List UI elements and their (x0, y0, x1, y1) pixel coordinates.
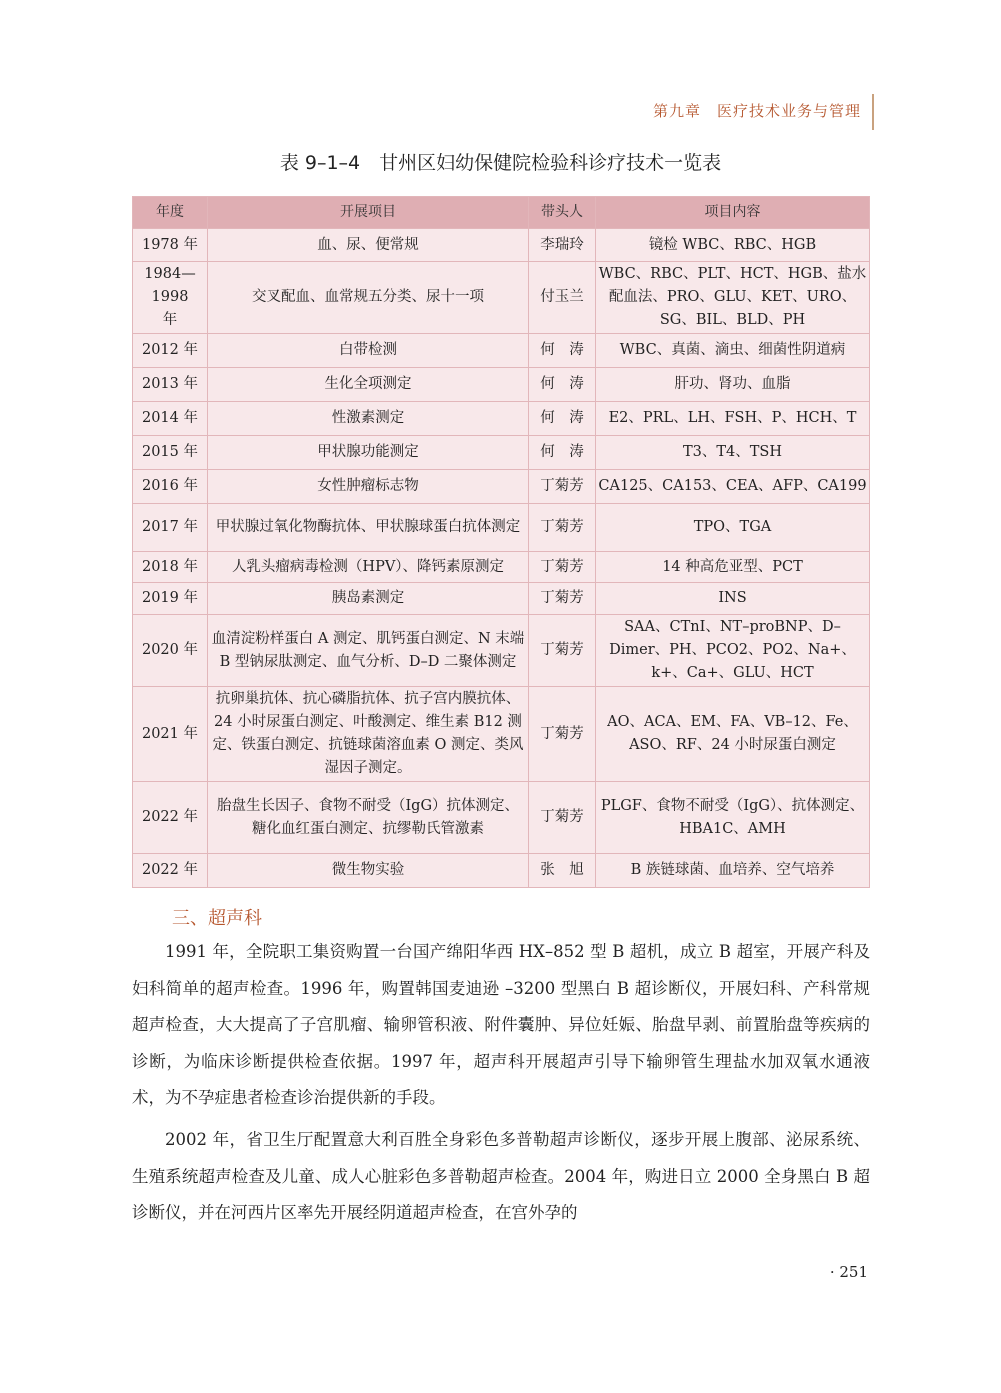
cell-lead: 丁菊芳 (529, 470, 596, 504)
table-row (133, 854, 870, 888)
table-row (133, 504, 870, 552)
cell-lead: 何 涛 (529, 402, 596, 436)
cell-content: 14 种高危亚型、PCT (596, 552, 870, 583)
cell-content: PLGF、食物不耐受（IgG）、抗体测定、HBA1C、AMH (596, 782, 870, 854)
cell-lead: 张 旭 (529, 854, 596, 888)
cell-lead: 何 涛 (529, 436, 596, 470)
cell-lead: 丁菊芳 (529, 687, 596, 782)
cell-item: 交叉配血、血常规五分类、尿十一项 (208, 262, 529, 334)
section-heading: 三、超声科 (172, 908, 262, 929)
page-number: · 251 (829, 1263, 868, 1281)
header-lead: 带头人 (529, 197, 596, 229)
cell-item: 甲状腺功能测定 (208, 436, 529, 470)
cell-year: 2019 年 (133, 583, 208, 615)
cell-year: 1978 年 (133, 229, 208, 262)
cell-lead: 付玉兰 (529, 262, 596, 334)
cell-content: 镜检 WBC、RBC、HGB (596, 229, 870, 262)
cell-content: WBC、真菌、滴虫、细菌性阴道病 (596, 334, 870, 368)
table-row (133, 470, 870, 504)
table-row (133, 368, 870, 402)
cell-content: WBC、RBC、PLT、HCT、HGB、盐水配血法、PRO、GLU、KET、URO、SG、BIL、BLD、PH (596, 262, 870, 334)
cell-content: CA125、CA153、CEA、AFP、CA199 (596, 470, 870, 504)
cell-content: 肝功、肾功、血脂 (596, 368, 870, 402)
cell-year: 2022 年 (133, 854, 208, 888)
cell-content: B 族链球菌、血培养、空气培养 (596, 854, 870, 888)
cell-year: 2015 年 (133, 436, 208, 470)
cell-lead: 丁菊芳 (529, 782, 596, 854)
header-year: 年度 (133, 197, 208, 229)
cell-year: 2012 年 (133, 334, 208, 368)
table-title: 表 9–1–4 甘州区妇幼保健院检验科诊疗技术一览表 (279, 152, 722, 174)
table-header-row (133, 197, 870, 229)
table-row (133, 782, 870, 854)
cell-content: TPO、TGA (596, 504, 870, 552)
cell-year: 2021 年 (133, 687, 208, 782)
cell-year: 2013 年 (133, 368, 208, 402)
table-row (133, 687, 870, 782)
lab-technology-table (132, 196, 870, 888)
cell-item: 胰岛素测定 (208, 583, 529, 615)
table-row (133, 436, 870, 470)
cell-lead: 何 涛 (529, 334, 596, 368)
body-paragraph: 1991 年，全院职工集资购置一台国产绵阳华西 HX–852 型 B 超机，成立 B 超室，开展产科及妇科简单的超声检查。1996 年，购置韩国麦迪逊 –3200 型黑白 B 超诊断仪，开展妇科、产科常规超声检查，大大提高了子宫肌瘤、输卵管积液、附件囊肿、异位妊娠、胎盘早剥、前置胎盘等疾病的诊断，为临床诊断提供检查依据。1997 年，超声科开展超声引导下输卵管生理盐水加双氧水通液术，为不孕症患者检查诊治提供新的手段。 (132, 942, 870, 1107)
cell-item: 性激素测定 (208, 402, 529, 436)
cell-year: 2014 年 (133, 402, 208, 436)
header-content: 项目内容 (596, 197, 870, 229)
cell-content: T3、T4、TSH (596, 436, 870, 470)
cell-item: 生化全项测定 (208, 368, 529, 402)
cell-lead: 丁菊芳 (529, 583, 596, 615)
cell-year: 2022 年 (133, 782, 208, 854)
cell-year: 2020 年 (133, 615, 208, 687)
cell-content: SAA、CTnI、NT–proBNP、D–Dimer、PH、PCO2、PO2、Na+、k+、Ca+、GLU、HCT (596, 615, 870, 687)
cell-lead: 丁菊芳 (529, 615, 596, 687)
cell-item: 甲状腺过氧化物酶抗体、甲状腺球蛋白抗体测定 (208, 504, 529, 552)
cell-lead: 丁菊芳 (529, 504, 596, 552)
cell-year: 2017 年 (133, 504, 208, 552)
table-row (133, 583, 870, 615)
cell-item: 胎盘生长因子、食物不耐受（IgG）抗体测定、糖化血红蛋白测定、抗缪勒氏管激素 (208, 782, 529, 854)
cell-item: 血清淀粉样蛋白 A 测定、肌钙蛋白测定、N 末端 B 型钠尿肽测定、血气分析、D–D 二聚体测定 (208, 615, 529, 687)
cell-content: AO、ACA、EM、FA、VB–12、Fe、ASO、RF、24 小时尿蛋白测定 (596, 687, 870, 782)
table-row (133, 334, 870, 368)
cell-year: 2016 年 (133, 470, 208, 504)
cell-item: 微生物实验 (208, 854, 529, 888)
cell-item: 抗卵巢抗体、抗心磷脂抗体、抗子宫内膜抗体、24 小时尿蛋白测定、叶酸测定、维生素 B12 测定、铁蛋白测定、抗链球菌溶血素 O 测定、类风湿因子测定。 (208, 687, 529, 782)
table-row (133, 552, 870, 583)
cell-item: 女性肿瘤标志物 (208, 470, 529, 504)
cell-lead: 丁菊芳 (529, 552, 596, 583)
table-row (133, 402, 870, 436)
cell-lead: 何 涛 (529, 368, 596, 402)
body-paragraph: 2002 年，省卫生厅配置意大利百胜全身彩色多普勒超声诊断仪，逐步开展上腹部、泌尿系统、生殖系统超声检查及儿童、成人心脏彩色多普勒超声检查。2004 年，购进日立 2000 全身黑白 B 超诊断仪，并在河西片区率先开展经阴道超声检查，在宫外孕的 (132, 1130, 870, 1222)
cell-item: 白带检测 (208, 334, 529, 368)
cell-lead: 李瑞玲 (529, 229, 596, 262)
cell-content: E2、PRL、LH、FSH、P、HCH、T (596, 402, 870, 436)
header-item: 开展项目 (208, 197, 529, 229)
cell-item: 血、尿、便常规 (208, 229, 529, 262)
cell-year: 1984—1998 年 (133, 262, 208, 334)
cell-item: 人乳头瘤病毒检测（HPV）、降钙素原测定 (208, 552, 529, 583)
table-row (133, 262, 870, 334)
table-row (133, 229, 870, 262)
cell-content: INS (596, 583, 870, 615)
table-row (133, 615, 870, 687)
running-head: 第九章 医疗技术业务与管理 (652, 102, 861, 120)
header-rule (872, 94, 874, 130)
cell-year: 2018 年 (133, 552, 208, 583)
